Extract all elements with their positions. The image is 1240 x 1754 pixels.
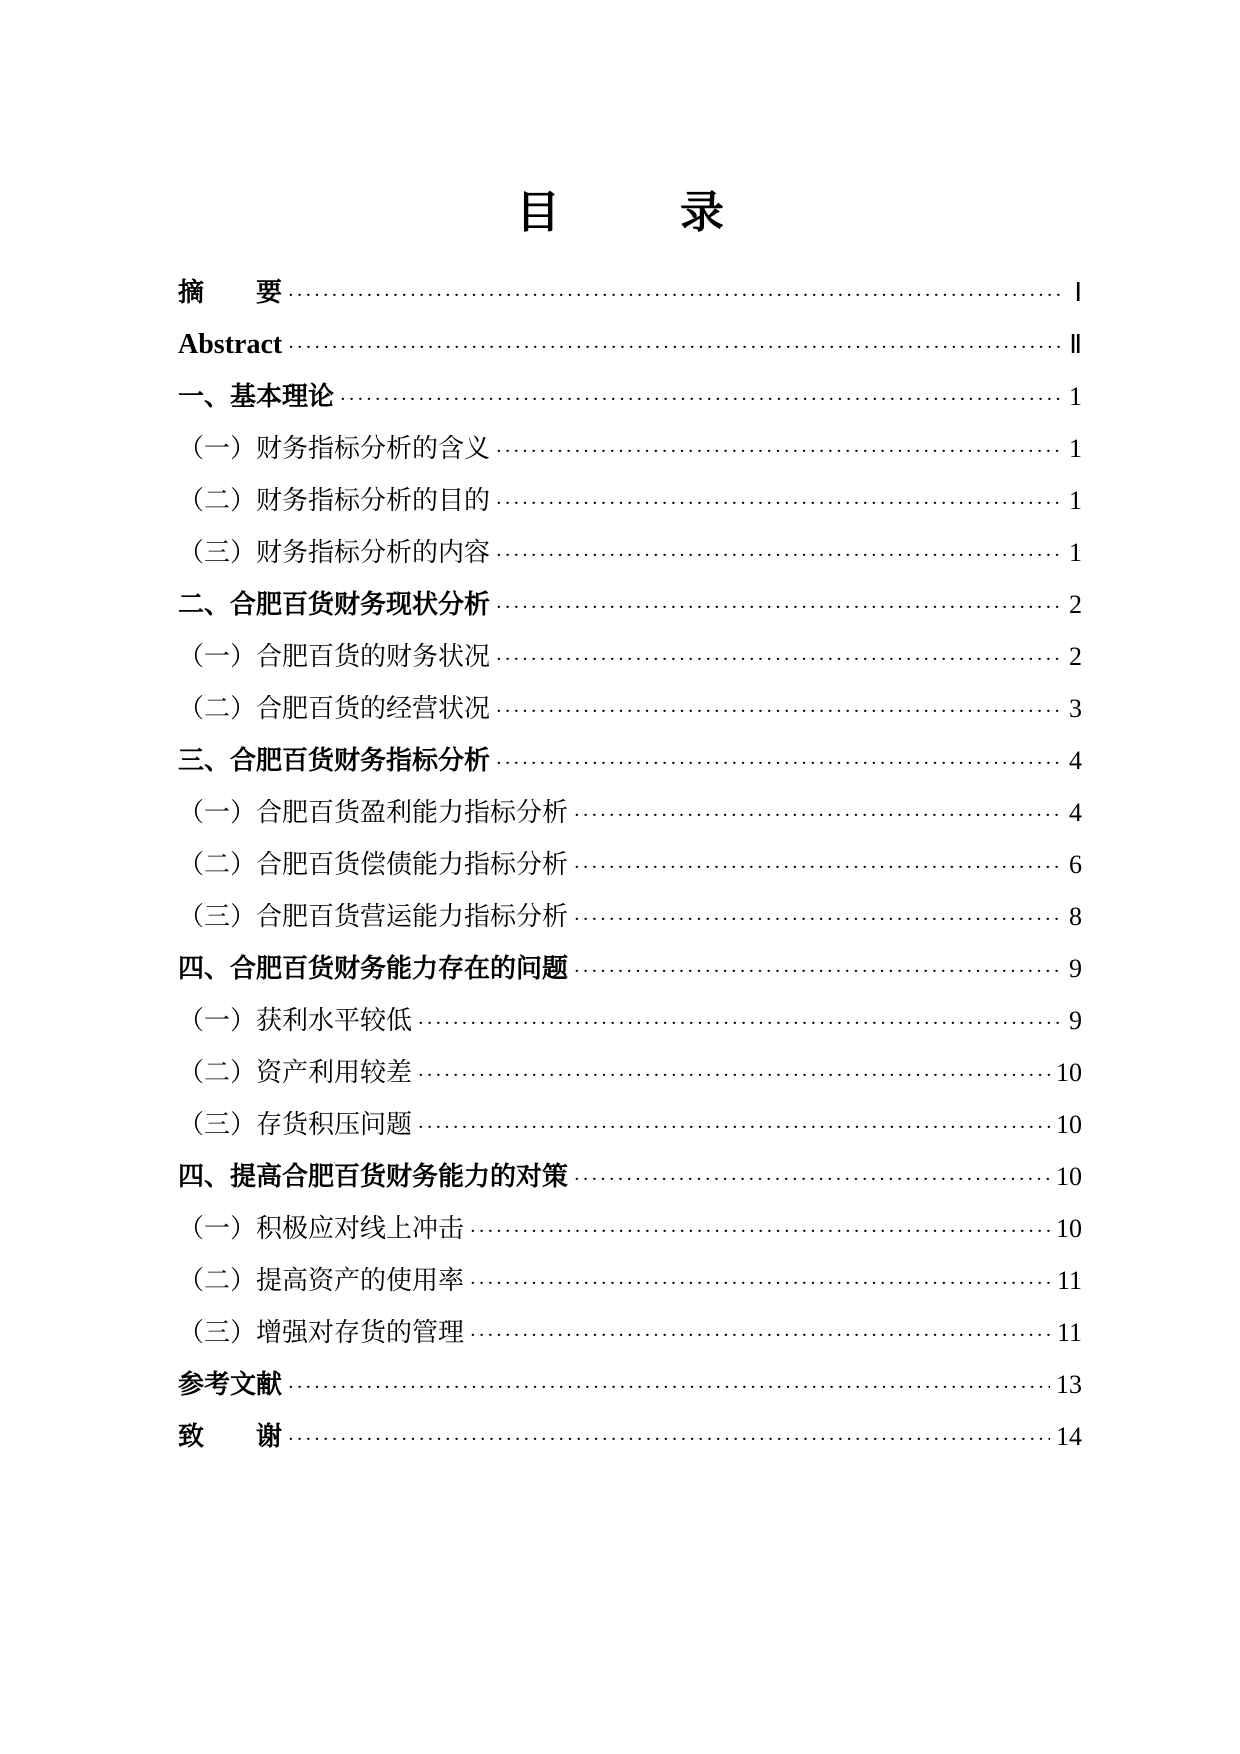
toc-entry-page-number: 1	[1069, 486, 1082, 515]
toc-entry-page-number: 10	[1056, 1214, 1082, 1243]
toc-entry-page-number: 6	[1069, 850, 1082, 879]
toc-entry-label: （二）财务指标分析的目的	[178, 486, 491, 516]
dot-leader	[288, 270, 1062, 322]
dot-leader	[496, 738, 1062, 790]
dot-leader	[418, 998, 1062, 1050]
toc-entry[interactable]	[178, 1047, 1082, 1099]
toc-entry-page-number: 9	[1069, 954, 1082, 983]
toc-entry-label: （一）财务指标分析的含义	[178, 434, 491, 464]
toc-entry-label: （一）积极应对线上冲击	[178, 1214, 465, 1244]
dot-leader	[418, 1102, 1050, 1154]
toc-entry-page-number: 1	[1069, 382, 1082, 411]
dot-leader	[496, 530, 1062, 582]
toc-entry[interactable]	[178, 579, 1082, 631]
toc-entry-page-number: 11	[1056, 1266, 1082, 1295]
toc-entry[interactable]	[178, 527, 1082, 579]
toc-entry-label: （二）合肥百货偿债能力指标分析	[178, 850, 569, 880]
toc-entry[interactable]	[178, 683, 1082, 735]
toc-entry[interactable]	[178, 319, 1082, 371]
toc-entry[interactable]	[178, 735, 1082, 787]
toc-entry-page-number: 11	[1056, 1318, 1082, 1347]
toc-entry[interactable]	[178, 475, 1082, 527]
table-of-contents	[178, 267, 1082, 1463]
toc-entry-page-number: 9	[1069, 1006, 1082, 1035]
dot-leader	[574, 1154, 1050, 1206]
toc-entry-label: 四、提高合肥百货财务能力的对策	[178, 1162, 569, 1192]
dot-leader	[496, 426, 1062, 478]
toc-entry-page-number: 14	[1056, 1422, 1082, 1451]
toc-entry-page-number: 8	[1069, 902, 1082, 931]
dot-leader	[288, 1362, 1050, 1414]
toc-entry[interactable]	[178, 839, 1082, 891]
toc-entry-page-number: 10	[1056, 1162, 1082, 1191]
toc-entry-page-number: 13	[1056, 1370, 1082, 1399]
toc-entry[interactable]	[178, 423, 1082, 475]
toc-entry[interactable]	[178, 1359, 1082, 1411]
toc-entry[interactable]	[178, 1307, 1082, 1359]
toc-entry-label: （二）合肥百货的经营状况	[178, 694, 491, 724]
toc-entry-label: 参考文献	[178, 1370, 283, 1400]
toc-entry[interactable]	[178, 1099, 1082, 1151]
toc-entry-page-number: 10	[1056, 1058, 1082, 1087]
toc-entry-label: （三）财务指标分析的内容	[178, 538, 491, 568]
toc-entry-label: （三）增强对存货的管理	[178, 1318, 465, 1348]
dot-leader	[496, 582, 1062, 634]
dot-leader	[496, 478, 1062, 530]
toc-entry-label: （一）合肥百货的财务状况	[178, 642, 491, 672]
toc-entry-label: （三）存货积压问题	[178, 1110, 413, 1140]
toc-entry-label: （二）资产利用较差	[178, 1058, 413, 1088]
toc-entry-label: （一）获利水平较低	[178, 1006, 413, 1036]
title-char-1: 目	[516, 187, 560, 238]
toc-entry-label: （三）合肥百货营运能力指标分析	[178, 902, 569, 932]
toc-entry-page-number: 1	[1069, 434, 1082, 463]
toc-entry[interactable]	[178, 891, 1082, 943]
toc-entry-page-number: Ⅱ	[1069, 330, 1082, 359]
toc-entry-page-number: 1	[1069, 538, 1082, 567]
dot-leader	[496, 634, 1062, 686]
toc-entry[interactable]	[178, 943, 1082, 995]
dot-leader	[288, 1414, 1050, 1466]
toc-entry[interactable]	[178, 1255, 1082, 1307]
toc-entry-page-number: 10	[1056, 1110, 1082, 1139]
toc-entry-page-number: Ⅰ	[1074, 278, 1082, 307]
toc-entry-label: 四、合肥百货财务能力存在的问题	[178, 954, 569, 984]
toc-entry-label: 一、基本理论	[178, 382, 335, 412]
toc-entry-label: 三、合肥百货财务指标分析	[178, 746, 491, 776]
toc-entry-label: （二）提高资产的使用率	[178, 1266, 465, 1296]
dot-leader	[496, 686, 1062, 738]
dot-leader	[574, 842, 1062, 894]
toc-entry[interactable]	[178, 1203, 1082, 1255]
toc-entry-label: 致 谢	[178, 1422, 283, 1452]
toc-entry[interactable]	[178, 1411, 1082, 1463]
toc-entry[interactable]	[178, 631, 1082, 683]
toc-entry-page-number: 4	[1069, 746, 1082, 775]
toc-entry-label: 二、合肥百货财务现状分析	[178, 590, 491, 620]
toc-entry[interactable]	[178, 787, 1082, 839]
toc-entry-label: Abstract	[178, 329, 283, 360]
dot-leader	[340, 374, 1062, 426]
dot-leader	[418, 1050, 1050, 1102]
toc-entry-page-number: 2	[1069, 590, 1082, 619]
dot-leader	[470, 1206, 1050, 1258]
toc-entry-label: 摘 要	[178, 278, 283, 308]
toc-entry[interactable]	[178, 371, 1082, 423]
title-char-2: 录	[680, 187, 724, 238]
toc-entry-page-number: 3	[1069, 694, 1082, 723]
toc-entry-page-number: 2	[1069, 642, 1082, 671]
toc-entry-page-number: 4	[1069, 798, 1082, 827]
dot-leader	[288, 322, 1062, 374]
dot-leader	[470, 1258, 1051, 1310]
dot-leader	[574, 790, 1062, 842]
dot-leader	[574, 946, 1062, 998]
toc-entry[interactable]	[178, 1151, 1082, 1203]
toc-entry[interactable]	[178, 267, 1082, 319]
dot-leader	[470, 1310, 1051, 1362]
page-title	[0, 176, 1240, 240]
dot-leader	[574, 894, 1062, 946]
toc-entry[interactable]	[178, 995, 1082, 1047]
toc-entry-label: （一）合肥百货盈利能力指标分析	[178, 798, 569, 828]
